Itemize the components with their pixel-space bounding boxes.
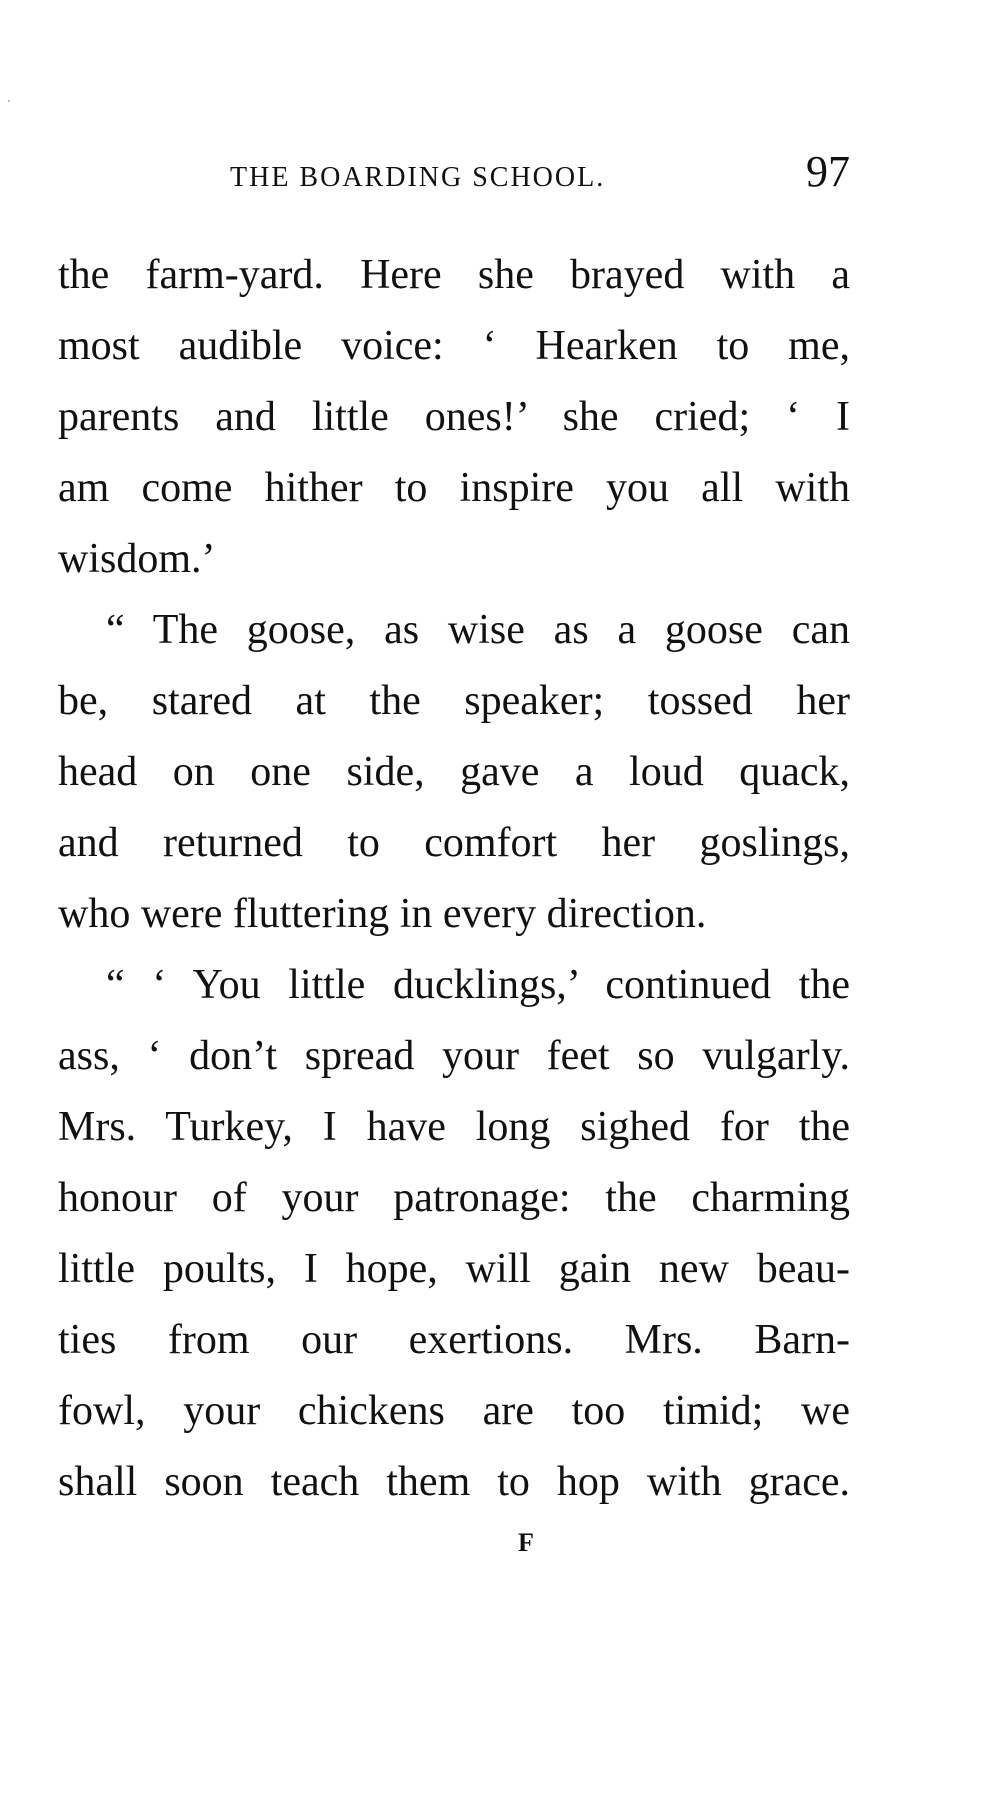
text-line: parents and little ones!’ she cried; ‘ I	[58, 394, 850, 440]
text-line: am come hither to inspire you all with	[58, 465, 850, 511]
text-line: and returned to comfort her goslings,	[58, 820, 850, 866]
text-line: head on one side, gave a loud quack,	[58, 749, 850, 795]
text-line: wisdom.’	[58, 536, 216, 582]
running-head: THE BOARDING SCHOOL.	[230, 162, 606, 193]
text-line: be, stared at the speaker; tossed her	[58, 678, 850, 724]
paper-speck	[8, 100, 10, 102]
text-line: ass, ‘ don’t spread your feet so vulgarly.	[58, 1033, 850, 1079]
text-line: most audible voice: ‘ Hearken to me,	[58, 323, 850, 369]
text-line: the farm-yard. Here she brayed with a	[58, 252, 850, 298]
text-line: Mrs. Turkey, I have long sighed for the	[58, 1104, 850, 1150]
text-line: shall soon teach them to hop with grace.	[58, 1459, 850, 1505]
text-line: ties from our exertions. Mrs. Barn-	[58, 1317, 850, 1363]
page-header	[58, 147, 850, 210]
paragraph-start-line: “ ‘ You little ducklings,’ continued the	[106, 962, 850, 1008]
text-line: little poults, I hope, will gain new beau-	[58, 1246, 850, 1292]
page-number: 97	[806, 147, 850, 196]
paragraph-start-line: “ The goose, as wise as a goose can	[106, 607, 850, 653]
text-line: fowl, your chickens are too timid; we	[58, 1388, 850, 1434]
text-line: who were fluttering in every direction.	[58, 891, 707, 937]
body-text	[58, 240, 850, 1518]
text-line: honour of your patronage: the charming	[58, 1175, 850, 1221]
signature-mark: F	[518, 1528, 534, 1557]
